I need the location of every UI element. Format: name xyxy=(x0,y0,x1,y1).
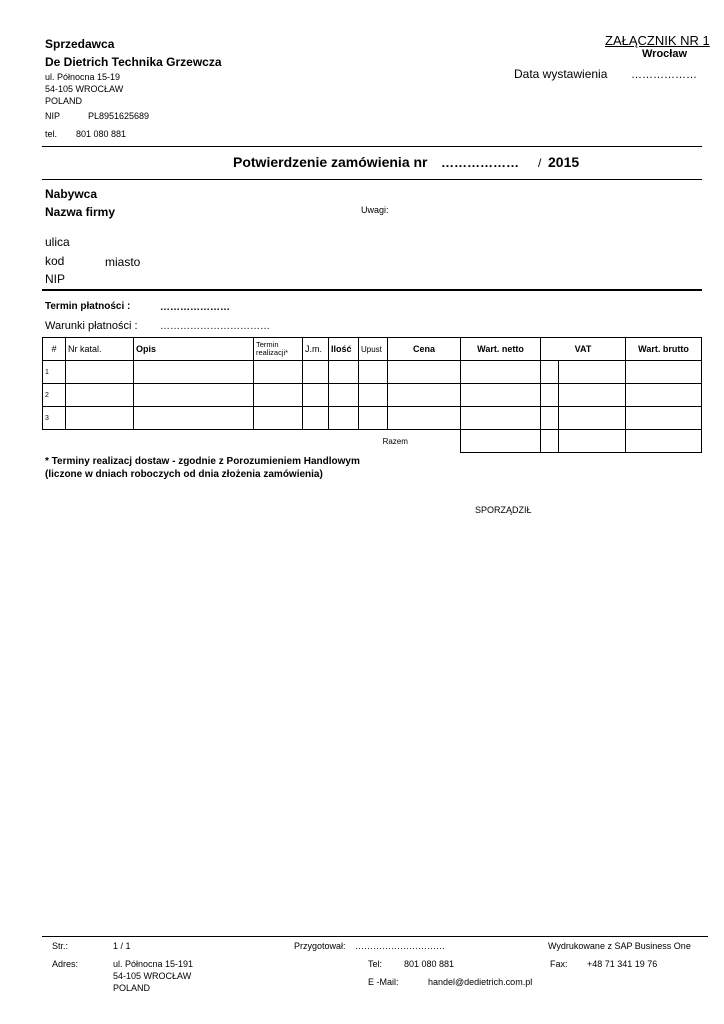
prepared-signature-label: SPORZĄDZIŁ xyxy=(475,505,532,515)
col-header-vat: VAT xyxy=(541,338,626,361)
order-year: 2015 xyxy=(548,154,580,170)
seller-postcode-city: 54-105 WROCŁAW xyxy=(45,84,124,94)
seller-tel-value: 801 080 881 xyxy=(76,129,127,139)
table-row xyxy=(43,361,702,384)
col-header-price: Cena xyxy=(388,338,461,361)
footer-fax-value: +48 71 341 19 76 xyxy=(587,959,658,969)
payment-conditions-label: Warunki płatności : xyxy=(45,320,138,332)
footer-page-label: Str.: xyxy=(52,941,69,951)
col-header-delivery-term: Termin realizacji* xyxy=(254,338,303,361)
buyer-company-label: Nazwa firmy xyxy=(45,205,116,219)
footer-email-label: E -Mail: xyxy=(368,977,399,987)
row-number: 2 xyxy=(43,384,66,407)
table-header-row xyxy=(43,338,702,361)
table-row xyxy=(43,407,702,430)
items-table xyxy=(42,337,702,453)
seller-company: De Dietrich Technika Grzewcza xyxy=(45,55,222,69)
buyer-postcode-label: kod xyxy=(45,254,65,268)
col-header-catalog: Nr katal. xyxy=(66,338,134,361)
seller-street: ul. Północna 15-19 xyxy=(45,72,121,82)
buyer-street-label: ulica xyxy=(45,235,70,249)
order-number-placeholder: ……………… xyxy=(441,155,519,170)
row-number: 1 xyxy=(43,361,66,384)
footer-tel-value: 801 080 881 xyxy=(404,959,455,969)
col-header-description: Opis xyxy=(134,338,254,361)
footer-email-value[interactable]: handel@dedietrich.com.pl xyxy=(428,977,533,987)
footer-tel-label: Tel: xyxy=(368,959,383,969)
table-total-row xyxy=(43,430,702,453)
footer-prepared-by-label: Przygotował: xyxy=(294,941,346,951)
page-title: Potwierdzenie zamówienia nr xyxy=(233,154,428,170)
footer-page-value: 1 / 1 xyxy=(113,941,131,951)
divider-buyer xyxy=(42,289,702,291)
delivery-note-line2: (liczone w dniach roboczych od dnia złożenia zamówienia) xyxy=(45,469,323,480)
footer-printed-with: Wydrukowane z SAP Business One xyxy=(548,941,691,951)
delivery-note-line1: * Terminy realizacj dostaw - zgodnie z Porozumieniem Handlowym xyxy=(45,456,360,467)
payment-term-value: ………………… xyxy=(160,302,230,313)
issue-city: Wrocław xyxy=(642,48,688,60)
col-header-no: # xyxy=(43,338,66,361)
footer-address-line2: 54-105 WROCŁAW xyxy=(113,971,192,981)
footer-fax-label: Fax: xyxy=(550,959,568,969)
seller-nip-value: PL8951625689 xyxy=(88,111,150,121)
buyer-nip-label: NIP xyxy=(45,272,66,286)
attachment-label: ZAŁĄCZNIK NR 1 xyxy=(605,33,710,48)
issue-date-value: ……………… xyxy=(631,69,697,81)
col-header-unit: J.m. xyxy=(303,338,329,361)
seller-country: POLAND xyxy=(45,96,83,106)
footer-prepared-by-value: ………………………… xyxy=(355,941,445,951)
issue-date-label: Data wystawienia xyxy=(514,67,608,81)
notes-label: Uwagi: xyxy=(361,205,389,215)
footer-address-line3: POLAND xyxy=(113,983,151,993)
table-row xyxy=(43,384,702,407)
footer-address-line1: ul. Północna 15-191 xyxy=(113,959,194,969)
divider-top xyxy=(42,146,702,147)
divider-title xyxy=(42,179,702,180)
seller-nip-label: NIP xyxy=(45,111,61,121)
divider-footer xyxy=(42,936,708,937)
buyer-city-label: miasto xyxy=(105,255,141,269)
payment-conditions-value: …………………………… xyxy=(160,321,270,332)
title-slash: / xyxy=(538,156,542,170)
buyer-heading: Nabywca xyxy=(45,187,98,201)
col-header-gross-value: Wart. brutto xyxy=(626,338,702,361)
payment-term-label: Termin płatności : xyxy=(45,301,131,312)
seller-tel-label: tel. xyxy=(45,129,58,139)
col-header-net-value: Wart. netto xyxy=(461,338,541,361)
footer-address-label: Adres: xyxy=(52,959,79,969)
col-header-discount: Upust xyxy=(359,338,388,361)
seller-heading: Sprzedawca xyxy=(45,37,115,51)
total-label: Razem xyxy=(382,436,408,446)
col-header-quantity: Ilość xyxy=(329,338,359,361)
row-number: 3 xyxy=(43,407,66,430)
